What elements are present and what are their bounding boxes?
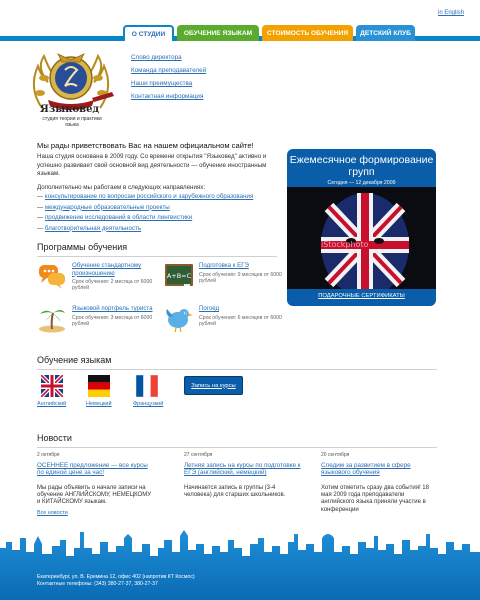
- directions-title: Дополнительно мы работаем в следующих направлениях:: [37, 184, 206, 191]
- logo-name: Языковед: [40, 104, 100, 115]
- list-item: — международные образовательные проекты: [37, 203, 170, 211]
- news-link[interactable]: Летняя запись на курсы по подготовке к ЕГЭ (английский, немецкий): [184, 462, 301, 477]
- tab-about[interactable]: О СТУДИИ: [123, 25, 174, 41]
- gift-certificates-link[interactable]: ПОДАРОЧНЫЕ СЕРТИФИКАТЫ: [318, 293, 405, 299]
- enroll-button[interactable]: Запись на курсы: [184, 376, 243, 395]
- news-text: Мы рады объявить о начале записи на обучение АНГЛИЙСКОМУ, НЕМЕЦКОМУ и КИТАЙСКОМУ языкам.: [37, 485, 152, 506]
- promo-title: Ежемесячное формирование групп: [289, 154, 434, 178]
- program-link-ege[interactable]: Подготовка к ЕГЭ: [199, 262, 249, 269]
- language-link-german[interactable]: Немецкий: [86, 401, 112, 407]
- divider: [37, 256, 277, 257]
- program-link-pogoed[interactable]: Погоед: [199, 305, 220, 312]
- link-advantages[interactable]: Наши преимущества: [131, 80, 193, 87]
- news-item: [184, 452, 302, 499]
- footer-contacts: [37, 574, 195, 588]
- program-desc: Срок обучения: 3 месяца от 6000 рублей: [72, 315, 153, 328]
- program-link-pronunciation[interactable]: Обучение стандартному произношению: [72, 262, 142, 277]
- footer-address: Екатеринбург, ул. В. Еремина 12, офис 402 (напротив КТ Космос): [37, 574, 195, 580]
- link-director-word[interactable]: Слово директора: [131, 54, 182, 61]
- speech-bubbles-icon: [37, 262, 67, 290]
- footer-phones: Контактные телефоны: (343) 380-27-37, 380-27-37: [37, 581, 158, 587]
- about-links: [131, 53, 206, 105]
- direction-link-projects[interactable]: международные образовательные проекты: [44, 203, 170, 211]
- link-contacts[interactable]: Контактная информация: [131, 93, 204, 100]
- tab-pricing[interactable]: СТОИМОСТЬ ОБУЧЕНИЯ: [262, 25, 353, 41]
- list-item: — благотворительная деятельность: [37, 224, 142, 232]
- language-link-english[interactable]: Английский: [37, 401, 67, 407]
- palm-island-icon: [37, 305, 67, 333]
- bird-icon: [164, 305, 194, 333]
- logo-tagline: студия теории и практики языка: [42, 116, 102, 128]
- main-tabs: [123, 25, 415, 41]
- languages-title: Обучение языкам: [37, 355, 112, 365]
- city-skyline-footer: [0, 528, 480, 600]
- divider: [37, 369, 437, 370]
- intro-text: Наша студия основана в 2009 году. Со времени открытия "Языковед" активно и успешно развивает свой основной вид деятельности — обучение иностранным языкам.: [37, 153, 267, 177]
- program-link-tourist[interactable]: Языковой портфель туриста: [72, 305, 153, 312]
- blackboard-icon: [164, 262, 194, 290]
- france-flag-icon[interactable]: [136, 375, 158, 397]
- direction-link-charity[interactable]: благотворительная деятельность: [44, 224, 142, 232]
- list-item: — консультирование по вопросам российского и зарубежного образования: [37, 193, 254, 200]
- program-desc: Срок обучения: 6 месяцев от 6000 рублей: [199, 315, 282, 328]
- watermark-text: iStockphoto: [321, 240, 369, 249]
- divider: [37, 447, 437, 448]
- news-date: 2 октября: [37, 452, 60, 458]
- directions-list: [37, 193, 253, 235]
- direction-link-research[interactable]: продвижение исследований в области лингвистики: [44, 214, 193, 221]
- news-date: 27 сентября: [184, 452, 213, 458]
- language-switch-link[interactable]: in English: [437, 10, 464, 16]
- link-teachers-team[interactable]: Команда преподавателей: [131, 67, 207, 74]
- program-desc: Срок обучения: 2 месяца от 6000 рублей: [72, 279, 153, 292]
- news-link[interactable]: ОСЕННЕЕ предложение — все курсы по единой цене за час!: [37, 462, 148, 477]
- program-desc: Срок обучения: 9 месяцев от 6000 рублей: [199, 272, 282, 285]
- tab-language-learning[interactable]: ОБУЧЕНИЕ ЯЗЫКАМ: [177, 25, 259, 41]
- union-jack-face-image: [287, 187, 436, 289]
- language-link-french[interactable]: Французкий: [133, 401, 164, 407]
- news-text: Начинается запись в группы (3-4 человека) для старших школьников.: [184, 485, 286, 499]
- all-news-link[interactable]: Все новости: [37, 510, 68, 516]
- welcome-heading: Мы рады приветствовать Вас на нашем официальном сайте!: [37, 141, 254, 150]
- news-link[interactable]: Следим за развитием в сфере языкового обучения: [321, 462, 411, 477]
- germany-flag-icon[interactable]: [88, 375, 110, 397]
- news-item: [321, 452, 439, 514]
- news-item: [37, 452, 155, 507]
- news-date: 20 сентября: [321, 452, 350, 458]
- board-text: A+B=C: [166, 272, 192, 280]
- promo-banner[interactable]: [287, 149, 436, 306]
- programs-title: Программы обучения: [37, 242, 128, 252]
- promo-date: Сегодня — 12 декабря 2009: [327, 180, 396, 186]
- uk-flag-icon[interactable]: [41, 375, 63, 397]
- news-title: Новости: [37, 433, 72, 443]
- direction-link-consulting[interactable]: консультирование по вопросам российского и зарубежного образования: [44, 193, 254, 200]
- list-item: — продвижение исследований в области лингвистики: [37, 214, 193, 221]
- news-text: Хотим отметить сразу два события! 18 мая 2009 года преподаватели английского языка приняли участие в конференции: [321, 485, 429, 513]
- tab-kids-club[interactable]: ДЕТСКИЙ КЛУБ: [356, 25, 415, 41]
